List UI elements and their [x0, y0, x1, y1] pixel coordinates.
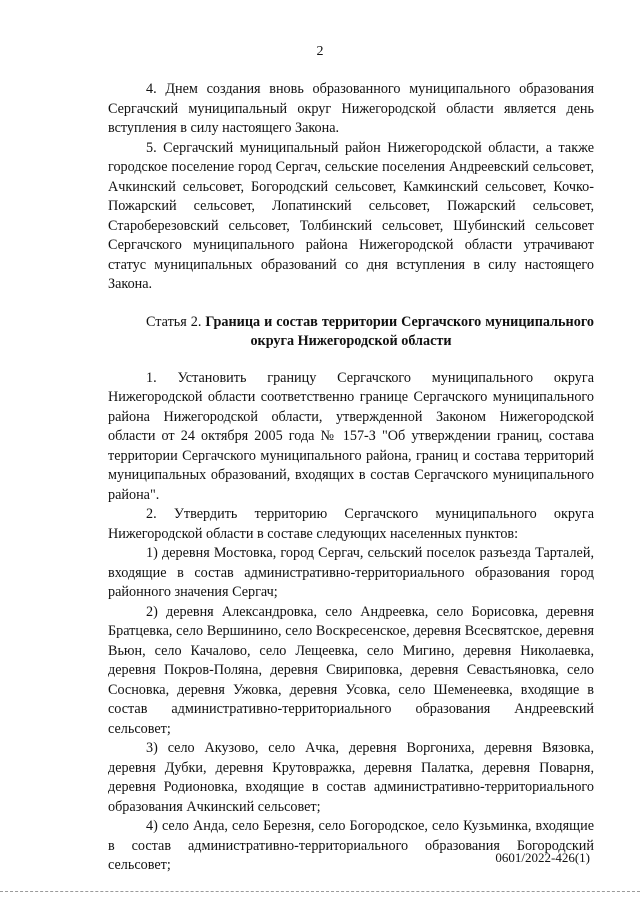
- page-number: 2: [316, 44, 324, 59]
- document-code: 0601/2022-426(1): [495, 850, 590, 865]
- paragraph: 2. Утвердить территорию Сергачского муниципального округа Нижегородской области в составе следующих населенных пунктов:: [108, 506, 594, 542]
- list-item: 1) деревня Мостовка, город Сергач, сельский поселок разъезда Тарталей, входящие в состав административно-территориального образования город районного значения Сергач;: [108, 545, 594, 600]
- list-item: 4) село Анда, село Березня, село Богородское, село Кузьминка, входящие в состав административно-территориального образования Богородский сельсовет;: [108, 818, 594, 873]
- list-item: 2) деревня Александровка, село Андреевка, село Борисовка, деревня Братцевка, село Вершинино, село Воскресенское, деревня Всесвятское, деревня Вьюн, село Качалово, село Лещеевка, село Мигино, деревня Николаевка, деревня Покров-Поляна, деревня Свириповка, деревня Севастьяновка, село Сосновка, деревня Ужовка, деревня Усовка, село Шеменеевка, входящие в состав административно-территориального образования Андреевский сельсовет;: [108, 603, 594, 737]
- paragraph: 1. Установить границу Сергачского муниципального округа Нижегородской области соответственно границе Сергачского муниципального района Нижегородской области, утвержденной Законом Нижегородской области от 24 октября 2005 года № 157-З "Об утверждении границ, состава территории Сергачского муниципального района, границ и состава территорий муниципальных образований, входящих в состав Сергачского муниципального района".: [108, 369, 594, 503]
- article-label: Статья 2.: [146, 313, 202, 330]
- paragraph: 4. Днем создания вновь образованного муниципального образования Сергачский муниципальный округ Нижегородской области является день вступления в силу настоящего Закона.: [108, 81, 594, 136]
- list-item: 3) село Акузово, село Ачка, деревня Воргониха, деревня Вязовка, деревня Дубки, деревня Крутовражка, деревня Палатка, деревня Поварня, деревня Родионовка, входящие в состав административно-территориального образования Ачкинский сельсовет;: [108, 740, 594, 815]
- document-body: [108, 80, 594, 876]
- article-heading: [108, 313, 594, 352]
- paragraph: 5. Сергачский муниципальный район Нижегородской области, а также городское поселение город Сергач, сельские поселения Андреевский сельсовет, Ачкинский сельсовет, Богородский сельсовет, Камкинский сельсовет, Кочко-Пожарский сельсовет, Лопатинский сельсовет, Пожарский сельсовет, Староберезовский сельсовет, Толбинский сельсовет, Шубинский сельсовет Сергачского муниципального района Нижегородской области утрачивают статус муниципальных образований со дня вступления в силу настоящего Закона.: [108, 139, 594, 292]
- article-title: Граница и состав территории Сергачского муниципального округа Нижегородской области: [205, 313, 595, 349]
- scan-edge-line: [0, 891, 640, 892]
